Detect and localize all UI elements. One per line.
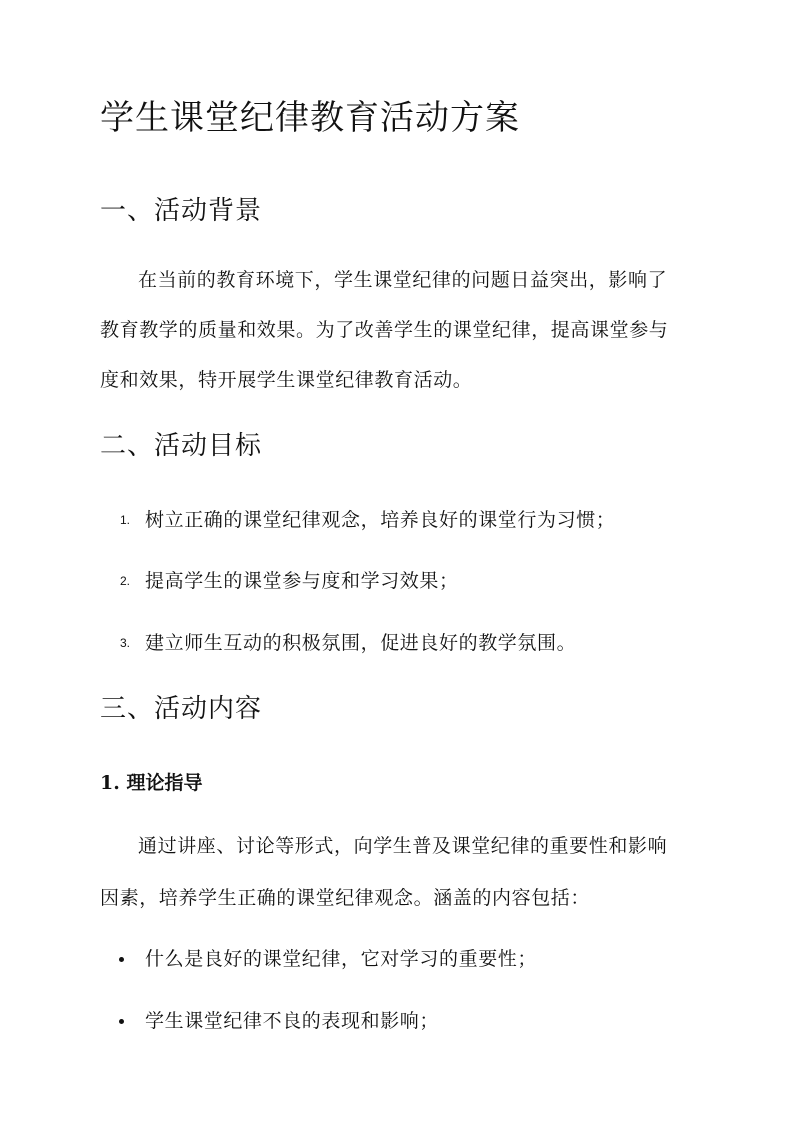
background-line-3: 度和效果，特开展学生课堂纪律教育活动。 (100, 369, 473, 391)
goal-item-number: 2. (120, 574, 131, 588)
bullet-icon (119, 1019, 124, 1024)
section-heading-background: 一、活动背景 (100, 196, 263, 226)
bullet-icon (119, 957, 124, 962)
section-heading-goals: 二、活动目标 (100, 431, 263, 461)
section-heading-content: 三、活动内容 (100, 694, 263, 724)
theory-line-1: 通过讲座、讨论等形式，向学生普及课堂纪律的重要性和影响 (138, 835, 668, 857)
bullet-item-text: 学生课堂纪律不良的表现和影响； (145, 1010, 440, 1032)
document-title: 学生课堂纪律教育活动方案 (100, 98, 520, 138)
goal-item-number: 3. (120, 636, 131, 650)
goal-item-text: 建立师生互动的积极氛围，促进良好的教学氛围。 (145, 632, 577, 654)
bullet-item-text: 什么是良好的课堂纪律，它对学习的重要性； (145, 948, 538, 970)
background-line-2: 教育教学的质量和效果。为了改善学生的课堂纪律，提高课堂参与 (100, 319, 669, 341)
theory-line-2: 因素，培养学生正确的课堂纪律观念。涵盖的内容包括： (100, 887, 591, 909)
goal-item-text: 树立正确的课堂纪律观念，培养良好的课堂行为习惯； (145, 509, 616, 531)
subsection-heading-theory: 1. 理论指导 (100, 772, 203, 794)
goal-item-text: 提高学生的课堂参与度和学习效果； (145, 570, 459, 592)
background-line-1: 在当前的教育环境下，学生课堂纪律的问题日益突出，影响了 (138, 269, 668, 291)
goal-item-number: 1. (120, 513, 131, 527)
